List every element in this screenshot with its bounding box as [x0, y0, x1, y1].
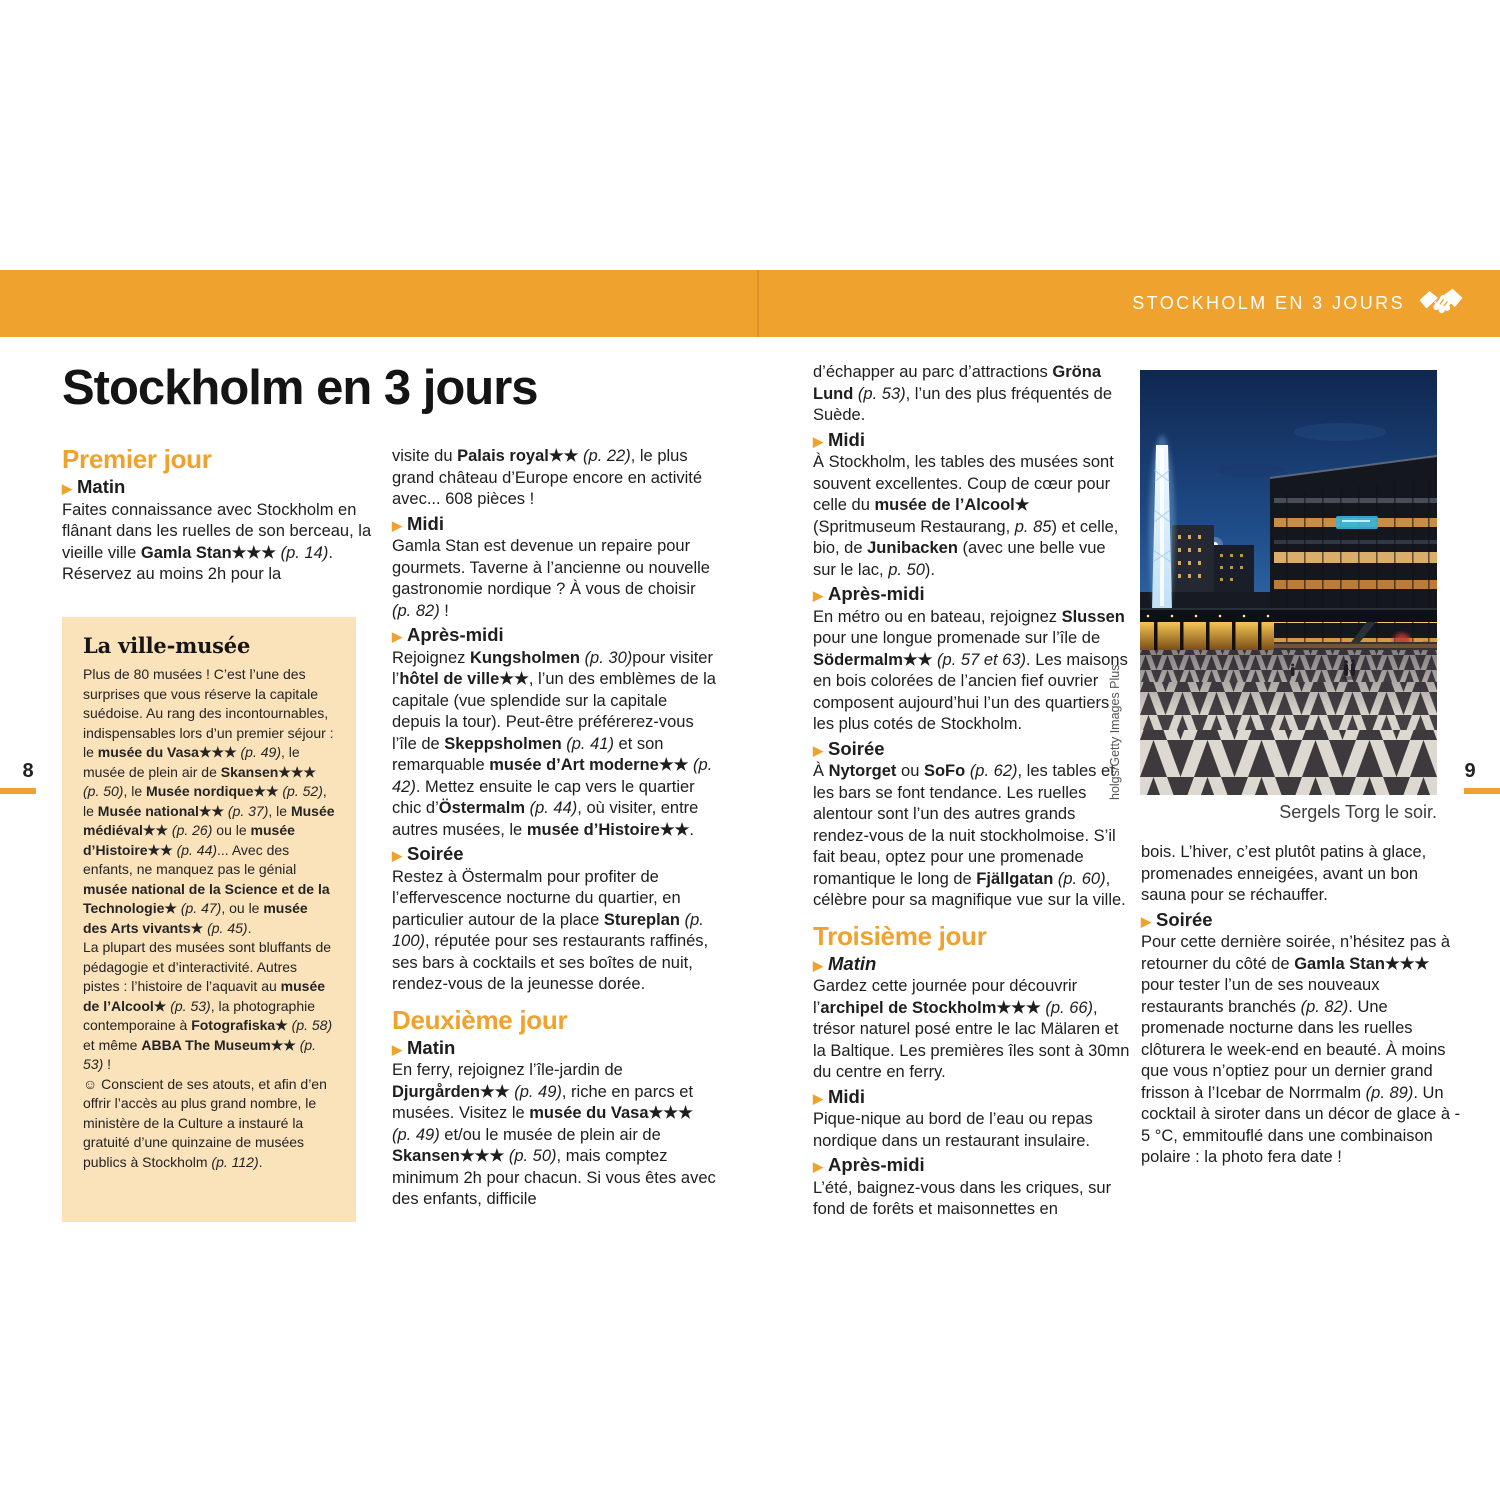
triangle-bullet-icon: ▶ — [392, 629, 402, 644]
info-box-ville-musee — [62, 617, 356, 1222]
paragraph-matin-2: En ferry, rejoignez l’île-jardin de Djurgården★★ (p. 49), riche en parcs et musées. Visitez le musée du Vasa★★★ (p. 49) et/ou le musée de plein air de Skansen★★★ (p. 50), mais comptez minimum 2h pour chacun. Si vous êtes avec des enfants, difficile — [392, 1061, 716, 1208]
subhead-midi: ▶ Midi — [392, 512, 444, 534]
triangle-bullet-icon: ▶ — [392, 848, 402, 863]
triangle-bullet-icon: ▶ — [392, 517, 402, 533]
paragraph-midi2-3: Pique-nique au bord de l’eau ou repas nordique dans un restaurant insulaire. — [813, 1110, 1093, 1150]
column-3 — [813, 362, 1133, 1221]
column-2 — [392, 446, 716, 1211]
day-heading-premier-jour: Premier jour — [62, 444, 212, 474]
paragraph-apres-midi-3: En métro ou en bateau, rejoignez Slussen pour une longue promenade sur l’île de Södermalm★★ (p. 57 et 63). Les maisons en bois colorées de l’ancien fief ouvrier composent aujourd’hui l’un des quartiers les plus cotés de Stockholm. — [813, 607, 1128, 733]
page-number-left: 8 — [22, 760, 34, 782]
subhead-matin-3: ▶ Matin — [813, 952, 877, 974]
triangle-bullet-icon: ▶ — [62, 481, 72, 496]
paragraph-premier-matin: Faites connaissance avec Stockholm en flânant dans les ruelles de son berceau, la vieille ville Gamla Stan★★★ (p. 14). Réservez au moins 2h pour la — [62, 500, 372, 583]
page-title: Stockholm en 3 jours — [62, 361, 538, 415]
cyan-sign — [1336, 516, 1378, 529]
triangle-bullet-icon: ▶ — [813, 1159, 823, 1174]
subhead-soiree-3: ▶ Soirée — [813, 737, 885, 759]
info-box-paragraph-2: La plupart des musées sont bluffants de pédagogie et d’interactivité. Autres pistes : l’histoire de l’aquavit au musée de l’Alcool★ (p. 53), la photographie contemporaine à Fotografiska★ (p. 58) et même ABBA The Museum★★ (p. 53) ! — [83, 939, 333, 1072]
page-gutter-line — [757, 270, 759, 337]
paragraph-midi-3: À Stockholm, les tables des musées sont souvent excellentes. Coup de cœur pour celle du musée de l’Alcool★ (Spritmuseum Restaurang, p. 85) et celle, bio, de Junibacken (avec une belle vue sur le lac, p. 50). — [813, 453, 1119, 579]
triangle-bullet-icon: ▶ — [813, 957, 823, 973]
page-number-bar-left — [0, 788, 36, 794]
paragraph-soiree-3: À Nytorget ou SoFo (p. 62), les tables et les bars se font tendance. Les ruelles alentour sont l’un des autres grands rendez-vous de la nuit stockholmoise. S’il fait beau, optez pour une promenade romantique le long de Fjällgatan (p. 60), célèbre pour sa magnifique vue sur la ville. — [813, 762, 1126, 909]
triangle-bullet-icon: ▶ — [813, 433, 823, 449]
chapter-header-label: STOCKHOLM EN 3 JOURS — [1132, 293, 1405, 313]
subhead-matin-2: ▶ Matin — [392, 1036, 456, 1058]
triangle-bullet-icon: ▶ — [1141, 913, 1151, 929]
subhead-apres-midi-3: ▶ Après-midi — [813, 583, 925, 604]
page-number-right: 9 — [1464, 760, 1476, 782]
page-number-bar-right — [1464, 788, 1500, 794]
photo-credit: holgs/Getty Images Plus — [1108, 664, 1122, 800]
subhead-matin: ▶ Matin — [62, 476, 126, 497]
column-1 — [62, 444, 396, 586]
triangle-bullet-icon: ▶ — [813, 1090, 823, 1106]
walkway — [1140, 610, 1437, 622]
subhead-soiree-4: ▶ Soirée — [1141, 908, 1213, 930]
column-4 — [1141, 842, 1461, 1169]
paragraph-matin-3: Gardez cette journée pour découvrir l’archipel de Stockholm★★★ (p. 66), trésor naturel posé entre le lac Mälaren et la Baltique. Les premières îles sont à 30mn du centre en ferry. — [813, 977, 1130, 1081]
subhead-midi2-3: ▶ Midi — [813, 1085, 865, 1107]
triangle-bullet-icon: ▶ — [813, 588, 823, 603]
chapter-header-band — [0, 270, 1500, 337]
paragraph-midi: Gamla Stan est devenue un repaire pour gourmets. Taverne à l’ancienne ou nouvelle gastronomie nordique ? À vous de choisir (p. 82) ! — [392, 537, 710, 620]
paragraph-lead-3: d’échapper au parc d’attractions Gröna Lund (p. 53), l’un des plus fréquentés de Suède. — [813, 363, 1112, 424]
day-heading-deuxieme-jour: Deuxième jour — [392, 1004, 568, 1035]
paragraph-apres-midi: Rejoignez Kungsholmen (p. 30)pour visiter l’hôtel de ville★★, l’un des emblèmes de la capitale (vue splendide sur la capitale depuis la tour). Peut-être préférerez-vous l’île de Skeppsholmen (p. 41) et son remarquable musée d’Art moderne★★ (p. 42). Mettez ensuite le cap vers le quartier chic d’Östermalm (p. 44), où visiter, entre autres musées, le musée d’Histoire★★. — [392, 648, 716, 839]
subhead-apres-midi2-3: ▶ Après-midi — [813, 1154, 925, 1175]
info-box-title: La ville-musée — [83, 633, 251, 658]
info-box-paragraph-1: Plus de 80 musées ! C’est l’une des surprises que vous réserve la capitale suédoise. Au rang des incontournables, indispensables lors d’un premier séjour : le musée du Vasa★★★ (p. 49), le musée de plein air de Skansen★★★ (p. 50), le Musée nordique★★ (p. 52), le Musée national★★ (p. 37), le Musée médiéval★★ (p. 26) ou le musée d’Histoire★★ (p. 44)... Avec des enfants, ne manquez pas le génial musée national de la Science et de la Technologie★ (p. 47), ou le musée des Arts vivants★ (p. 45). — [83, 666, 335, 936]
paragraph-cont-4: bois. L’hiver, c’est plutôt patins à glace, promenades enneigées, avant un bon sauna pour se réchauffer. — [1141, 843, 1427, 904]
triangle-bullet-icon: ▶ — [813, 742, 823, 758]
smiley-icon: ☺ — [83, 1075, 98, 1092]
paragraph-soiree-4: Pour cette dernière soirée, n’hésitez pas à retourner du côté de Gamla Stan★★★ pour tester l’un de ses nouveaux restaurants branchés (p. 82). Une promenade nocturne dans les ruelles clôturera le week-end en beauté. À moins que vous n’optiez pour un dernier grand frisson à l’Icebar de Norrmalm (p. 89). Un cocktail à siroter dans un décor de glace à - 5 °C, emmitouflé dans une combinaison polaire : la photo fera date ! — [1141, 933, 1461, 1166]
paragraph-lead: visite du Palais royal★★ (p. 22), le plus grand château d’Europe encore en activité avec... 608 pièces ! — [392, 447, 703, 508]
triangle-bullet-icon: ▶ — [392, 1041, 402, 1057]
day-heading-troisieme-jour: Troisième jour — [813, 920, 987, 951]
handshake-icon — [1418, 285, 1464, 323]
info-box-paragraph-3: ☺ Conscient de ses atouts, et afin d’en offrir l’accès au plus grand nombre, le ministère de la Culture a instauré la gratuité d’une quinzaine de musées publics à Stockholm (p. 112). — [83, 1075, 327, 1170]
photo-sergels-torg — [1140, 370, 1437, 795]
photo-caption: Sergels Torg le soir. — [1279, 802, 1437, 822]
paragraph-soiree: Restez à Östermalm pour profiter de l’effervescence nocturne du quartier, en particulier autour de la place Stureplan (p. 100), réputée pour ses restaurants raffinés, ses bars à cocktails et ses boîtes de nuit, rendez-vous de la jeunesse dorée. — [392, 867, 709, 993]
subhead-soiree: ▶ Soirée — [392, 843, 464, 864]
subhead-midi-3: ▶ Midi — [813, 428, 865, 450]
subhead-apres-midi: ▶ Après-midi — [392, 624, 504, 645]
paragraph-apres-midi2-3: L’été, baignez-vous dans les criques, sur fond de forêts et maisonnettes en — [813, 1178, 1112, 1218]
